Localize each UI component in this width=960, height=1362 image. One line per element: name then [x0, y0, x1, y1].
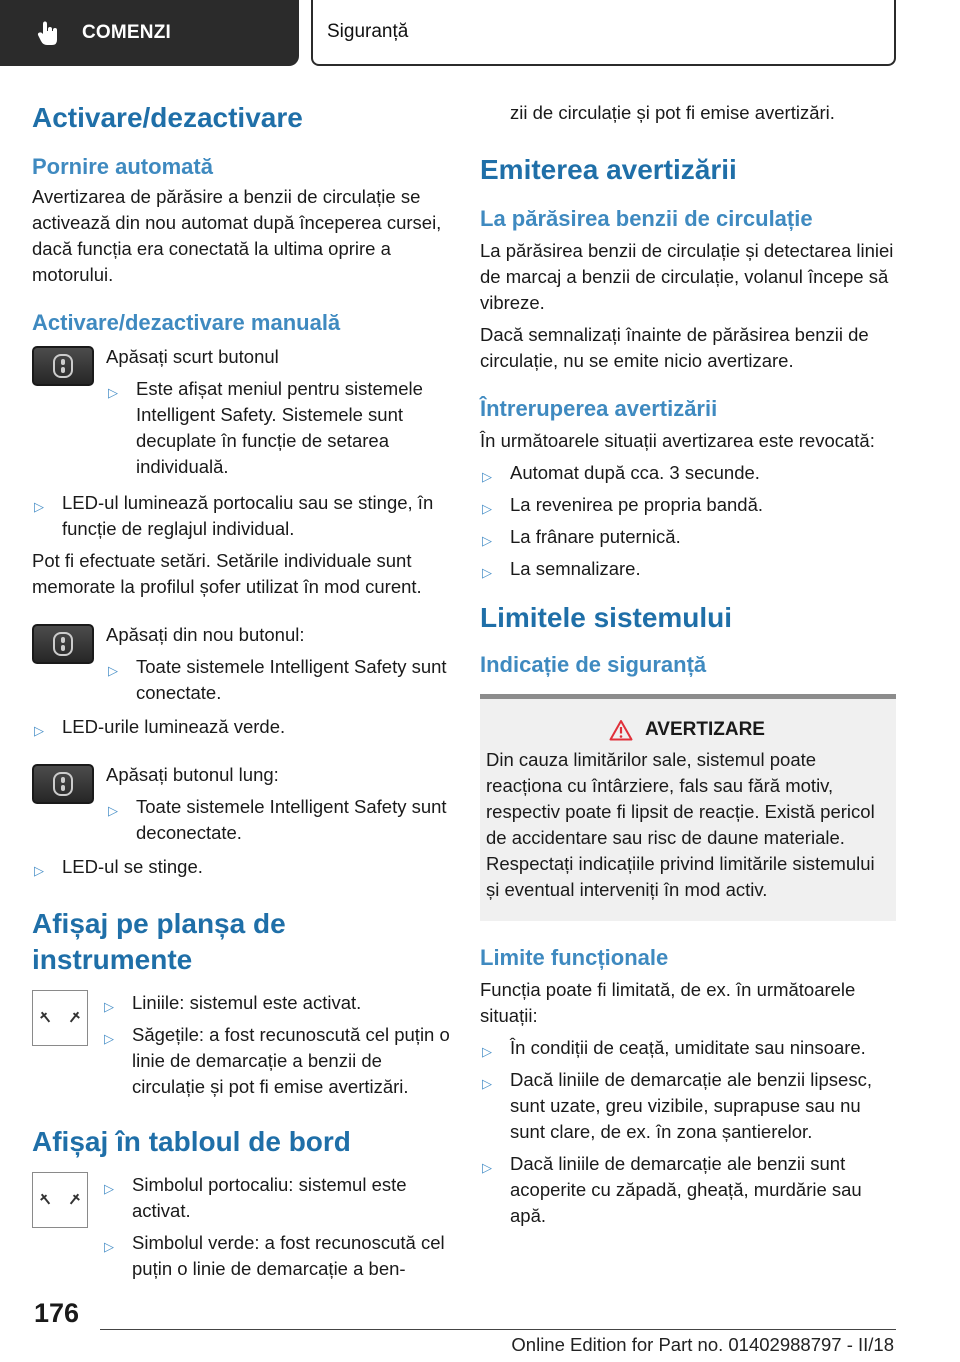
list-item: ▷ Toate sistemele Intelligent Safety sunt conectate. [108, 656, 447, 703]
bullet-triangle-icon: ▷ [108, 663, 118, 678]
bullet-triangle-icon: ▷ [482, 1044, 492, 1059]
paragraph-settings: Pot fi efectuate setări. Setările individuale sunt memorate la profilul șofer utilizat în mod curent. [32, 550, 422, 597]
safety-button-icon [32, 624, 94, 664]
heading-system-limits: Limitele sistemului [480, 602, 733, 633]
bullet-triangle-icon: ▷ [34, 499, 44, 514]
warning-title: AVERTIZARE [486, 719, 888, 741]
heading-leaving-lane: La părăsirea benzii de circulație [480, 206, 813, 231]
lane-symbol-icon [32, 1172, 88, 1228]
paragraph-functional-limits: Funcția poate fi limitată, de ex. în următoarele situații: [480, 979, 856, 1026]
bullet-triangle-icon: ▷ [108, 803, 118, 818]
heading-auto-start: Pornire automată [32, 154, 213, 179]
list-item: ▷ La revenirea pe propria bandă. [480, 492, 896, 518]
edition-text: Online Edition for Part no. 01402988797 - II/18 [511, 1334, 894, 1355]
press-again-text: Apăsați din nou butonul: [106, 624, 305, 645]
press-short-text: Apăsați scurt butonul [106, 346, 279, 367]
list-item: ▷ LED-urile luminează verde. [32, 714, 450, 740]
list-item: ▷ În condiții de ceață, umiditate sau ninsoare. [480, 1035, 896, 1061]
bullet-triangle-icon: ▷ [34, 863, 44, 878]
list-item: ▷ Dacă liniile de demarcație ale benzii sunt acoperite cu zăpadă, gheață, murdărie sau apă. [482, 1153, 862, 1226]
home-tab-label: COMENZI [82, 22, 172, 43]
list-item: ▷ Toate sistemele Intelligent Safety sunt deconectate. [108, 796, 447, 843]
heading-functional-limits: Limite funcționale [480, 945, 669, 970]
list-item: ▷ La frânare puternică. [480, 524, 896, 550]
page-footer [0, 1296, 960, 1362]
bullet-triangle-icon: ▷ [108, 385, 118, 400]
paragraph-signal: Dacă semnalizați înainte de părăsirea benzii de circulație, nu se emite nicio avertizare. [480, 324, 869, 371]
left-column [32, 100, 450, 1282]
footer-divider [100, 1329, 896, 1330]
list-item: ▷ Simbolul portocaliu: sistemul este activat. [104, 1174, 407, 1221]
safety-button-icon [32, 346, 94, 386]
list-item: ▷ Automat după cca. 3 secunde. [480, 460, 896, 486]
warning-box [480, 694, 896, 921]
heading-cluster-display: Afișaj pe planșa de instrumente [32, 908, 286, 975]
section-tab-label: Siguranță [327, 21, 409, 42]
bullet-triangle-icon: ▷ [104, 1181, 114, 1196]
paragraph-leaving-lane: La părăsirea benzii de circulație și detectarea liniei de marcaj a benzii de circulație, volanul începe să vibreze. [480, 240, 894, 313]
bullet-triangle-icon: ▷ [104, 1239, 114, 1254]
bullet-triangle-icon: ▷ [482, 501, 492, 516]
heading-safety-note: Indicație de siguranță [480, 652, 707, 677]
list-item: ▷ Liniile: sistemul este activat. [102, 990, 450, 1016]
lane-lines-icon [32, 990, 88, 1046]
bullet-triangle-icon: ▷ [34, 723, 44, 738]
press-again-block [32, 622, 450, 706]
list-item: ▷ Dacă liniile de demarcație ale benzii lipsesc, sunt uzate, greu vizibile, suprapuse sau nu sunt clare, de ex. în zona șantierelor. [482, 1069, 872, 1142]
heading-dashboard-display: Afișaj în tabloul de bord [32, 1126, 351, 1157]
cluster-display-block [32, 990, 450, 1100]
press-long-block [32, 762, 450, 846]
paragraph-continuation: zii de circulație și pot fi emise avertizări. [510, 102, 835, 123]
list-item: ▷ Simbolul verde: a fost recunoscută cel puțin o linie de demarcație a ben- [104, 1232, 445, 1279]
bullet-triangle-icon: ▷ [482, 533, 492, 548]
page-number: 176 [34, 1298, 80, 1328]
bullet-triangle-icon: ▷ [104, 1031, 114, 1046]
bullet-triangle-icon: ▷ [482, 1076, 492, 1091]
bullet-triangle-icon: ▷ [482, 565, 492, 580]
right-column [480, 100, 896, 1229]
page-header [0, 0, 960, 66]
list-item: ▷ LED-ul se stinge. [32, 854, 450, 880]
press-long-text: Apăsați butonul lung: [106, 764, 279, 785]
list-item: ▷ La semnalizare. [480, 556, 896, 582]
warning-text: Din cauza limitărilor sale, sistemul poate reacționa cu întârziere, fals sau fără motiv, respectiv poate fi lipsit de reacție. Există pericol de accidentare sau risc de daune materiale. Respectați indicațiile privind limitările sistemului și eventual interveniți în mod activ. [486, 749, 875, 900]
heading-activation: Activare/dezactivare [32, 102, 303, 133]
bullet-triangle-icon: ▷ [482, 469, 492, 484]
home-tab[interactable] [0, 0, 299, 66]
bullet-triangle-icon: ▷ [104, 999, 114, 1014]
heading-manual: Activare/dezactivare manuală [32, 310, 341, 335]
section-tab[interactable] [311, 0, 896, 66]
hand-pointer-icon [34, 18, 64, 48]
safety-button-icon [32, 764, 94, 804]
paragraph-auto-start: Avertizarea de părăsire a benzii de circulație se activează din nou automat după începerea cursei, dacă funcția era conectată la ultima oprire a motorului. [32, 186, 442, 285]
bullet-triangle-icon: ▷ [482, 1160, 492, 1175]
press-short-block [32, 344, 450, 480]
heading-interrupt: Întreruperea avertizării [480, 396, 718, 421]
paragraph-interrupt: În următoarele situații avertizarea este revocată: [480, 430, 875, 451]
heading-warning-output: Emiterea avertizării [480, 154, 737, 185]
dashboard-display-block [32, 1172, 450, 1282]
list-item: ▷ Este afișat meniul pentru sistemele Intelligent Safety. Sistemele sunt decuplate în funcție de setarea individuală. [108, 378, 423, 477]
list-item: ▷ LED-ul luminează portocaliu sau se stinge, în funcție de reglajul individual. [34, 492, 434, 539]
warning-triangle-icon [609, 719, 633, 741]
list-item: ▷ Săgețile: a fost recunoscută cel puțin o linie de demarcație a benzii de circulație și pot fi emise avertizări. [104, 1024, 450, 1097]
